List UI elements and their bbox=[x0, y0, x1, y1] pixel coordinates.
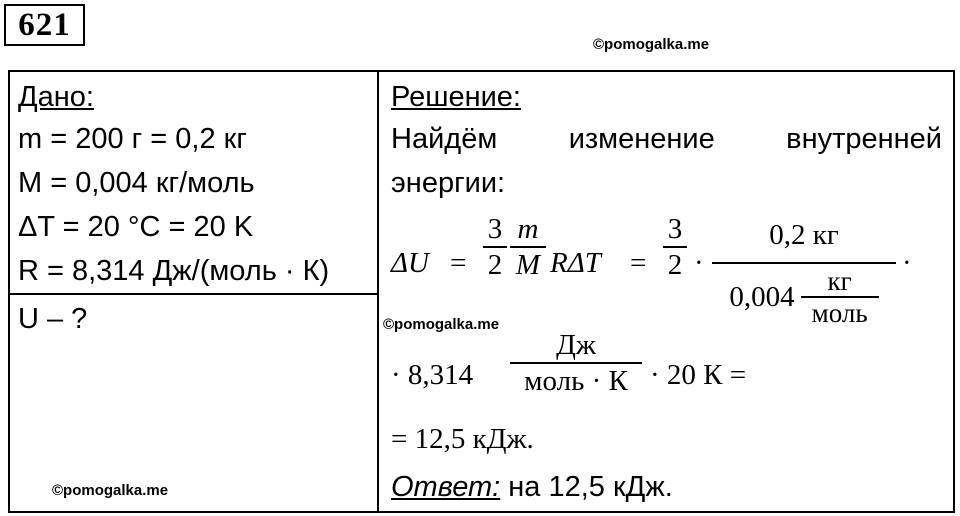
formula-equals-2: = bbox=[630, 247, 647, 279]
fraction-numerator: 3 bbox=[487, 213, 503, 245]
answer-text: на 12,5 кДж. bbox=[508, 471, 673, 503]
fraction-joule-unit bbox=[510, 328, 642, 398]
fraction-numerator: 0,2 кг bbox=[769, 219, 839, 251]
column-divider bbox=[377, 70, 379, 513]
formula-line2-lead: · 8,314 bbox=[391, 359, 474, 391]
fraction-denominator: моль · К bbox=[524, 365, 628, 397]
intro-word: изменение bbox=[568, 123, 715, 155]
fraction-three-halves-2 bbox=[663, 212, 687, 282]
unit-fraction bbox=[801, 266, 879, 328]
given-heading: Дано: bbox=[18, 81, 94, 113]
fraction-numerator: Дж bbox=[556, 329, 596, 361]
given-find-divider bbox=[8, 293, 379, 295]
given-gas-constant: R = 8,314 Дж/(моль · К) bbox=[18, 255, 330, 287]
fraction-denominator: 2 bbox=[667, 249, 683, 281]
denominator-value: 0,004 bbox=[729, 281, 795, 313]
formula-r-delta-t: RΔT bbox=[550, 247, 601, 279]
formula-equals: = bbox=[450, 247, 467, 279]
find-quantity: U – ? bbox=[18, 303, 88, 335]
fraction-bar bbox=[712, 262, 896, 264]
answer-label: Ответ: bbox=[391, 471, 501, 503]
given-temperature-change: ΔT = 20 °C = 20 K bbox=[18, 211, 254, 243]
unit-denominator: моль bbox=[811, 298, 868, 328]
problem-number: 621 bbox=[4, 4, 85, 46]
fraction-numerator: 3 bbox=[667, 213, 683, 245]
watermark-top: ©pomogalka.me bbox=[593, 36, 710, 53]
fraction-denominator bbox=[729, 266, 878, 328]
given-mass: m = 200 г = 0,2 кг bbox=[18, 123, 247, 155]
solution-heading: Решение: bbox=[391, 81, 521, 113]
intro-word: Найдём bbox=[391, 123, 498, 155]
watermark-bottom: ©pomogalka.me bbox=[52, 482, 169, 499]
multiply-dot: · bbox=[694, 247, 704, 279]
intro-word: внутренней bbox=[786, 123, 942, 155]
multiply-dot-trailing: · bbox=[902, 247, 912, 279]
formula-lhs: ΔU bbox=[391, 247, 429, 279]
given-molar-mass: M = 0,004 кг/моль bbox=[18, 167, 255, 199]
fraction-denominator: M bbox=[515, 249, 541, 281]
formula-result: = 12,5 кДж. bbox=[391, 423, 534, 455]
watermark-middle: ©pomogalka.me bbox=[383, 316, 500, 333]
unit-numerator: кг bbox=[827, 266, 852, 296]
solution-intro-line2: энергии: bbox=[391, 167, 506, 199]
formula-line2-tail: · 20 К = bbox=[650, 359, 747, 391]
fraction-big bbox=[712, 218, 896, 328]
fraction-three-halves bbox=[483, 212, 507, 282]
fraction-numerator: m bbox=[517, 213, 539, 245]
fraction-denominator: 2 bbox=[487, 249, 503, 281]
answer-line bbox=[391, 470, 673, 504]
solution-intro bbox=[391, 122, 942, 156]
fraction-m-over-M bbox=[510, 212, 546, 282]
